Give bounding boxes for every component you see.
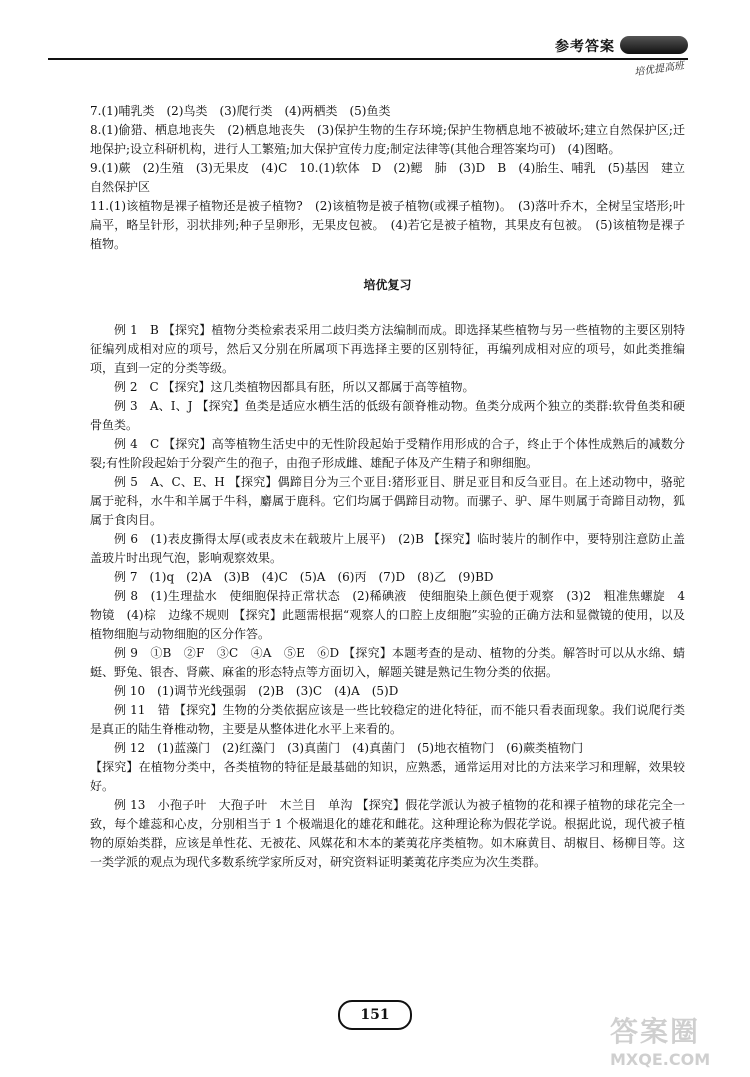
- example-3: 例 3 A、I、J 【探究】鱼类是适应水栖生活的低级有颌脊椎动物。鱼类分成两个独立的类群:软骨鱼类和硬骨鱼类。: [90, 399, 685, 432]
- example-9: 例 9 ①B ②F ③C ④A ⑤E ⑥D 【探究】本题考查的是动、植物的分类。解答时可以从水绵、蜻蜓、野兔、银杏、肾蕨、麻雀的形态特点等方面切入，解题关键是熟记生物分类的依据。: [90, 646, 685, 679]
- header-subtitle: 培优提高班: [633, 60, 685, 79]
- header-badge: [620, 36, 688, 54]
- example-13: 例 13 小孢子叶 大孢子叶 木兰目 单沟 【探究】假花学派认为被子植物的花和裸子植物的球花完全一致，每个雄蕊和心皮，分别相当于 1 个极端退化的雄花和雌花。这种理论称为假花学说。根据此说，现代被子植物的原始类群，应该是单性花、无被花、风媒花和木本的葇荑花序类植物。如木麻黄目、胡椒目、杨柳目等。这一类学派的观点为现代多数系统学家所反对，研究资料证明葇荑花序类应为次生类群。: [90, 798, 685, 869]
- watermark: [610, 1010, 740, 1070]
- example-12: 例 12 (1)蓝藻门 (2)红藻门 (3)真菌门 (4)真菌门 (5)地衣植物门 (6)蕨类植物门: [114, 741, 584, 755]
- example-8: 例 8 (1)生理盐水 使细胞保持正常状态 (2)稀碘液 使细胞染上颜色便于观察 (3)2 粗准焦螺旋 4 物镜 (4)棕 边缘不规则 【探究】此题需根据“观察人的口腔上皮细胞”实验的正确方法和显微镜的使用，以及植物细胞与动物细胞的区分作答。: [90, 589, 698, 641]
- example-6: 例 6 (1)表皮撕得太厚(或表皮未在载玻片上展平) (2)B 【探究】临时装片的制作中，要特别注意防止盖盖玻片时出现气泡，影响观察效果。: [90, 532, 685, 565]
- section-title: 培优复习: [363, 278, 412, 292]
- answer-8: 8.(1)偷猎、栖息地丧失 (2)栖息地丧失 (3)保护生物的生存环境;保护生物栖息地不被破坏;建立自然保护区;迁地保护;设立科研机构，进行人工繁殖;加大保护宣传力度;制定法律等(其他合理答案均可) (4)图略。: [90, 123, 685, 156]
- example-1: 例 1 B 【探究】植物分类检索表采用二歧归类方法编制而成。即选择某些植物与另一些植物的主要区别特征编列成相对应的项号，然后又分别在所属项下再选择主要的区别特征，再编列成相对应的项号，如此类推编项，直到一定的分类等级。: [90, 323, 685, 375]
- example-10: 例 10 (1)调节光线强弱 (2)B (3)C (4)A (5)D: [114, 684, 399, 698]
- page-content: [90, 102, 698, 872]
- example-5: 例 5 A、C、E、H 【探究】偶蹄目分为三个亚目:猪形亚目、胼足亚目和反刍亚目。在上述动物中，骆驼属于驼科，水牛和羊属于牛科，麝属于鹿科。它们均属于偶蹄目动物。而骡子、驴、犀牛则属于奇蹄目动物，狐属于食肉目。: [90, 475, 685, 527]
- answer-11: 11.(1)该植物是裸子植物还是被子植物? (2)该植物是被子植物(或裸子植物)。 (3)落叶乔木，全树呈宝塔形;叶扁平，略呈针形，羽状排列;种子呈卵形，无果皮包被。 (4)若它是被子植物，其果皮有包被。 (5)该植物是裸子植物。: [90, 199, 685, 251]
- example-2: 例 2 C 【探究】这几类植物因都具有胚，所以又都属于高等植物。: [114, 380, 475, 394]
- answer-7: 7.(1)哺乳类 (2)鸟类 (3)爬行类 (4)两栖类 (5)鱼类: [90, 104, 391, 118]
- header-rule: [48, 58, 688, 60]
- example-4: 例 4 C 【探究】高等植物生活史中的无性阶段起始于受精作用形成的合子，终止于个体性成熟后的减数分裂;有性阶段起始于分裂产生的孢子，由孢子形成雌、雄配子体及产生精子和卵细胞。: [90, 437, 685, 470]
- page-number: 151: [338, 1000, 412, 1030]
- answer-9-10: 9.(1)蕨 (2)生殖 (3)无果皮 (4)C 10.(1)软体 D (2)鳃 肺 (3)D B (4)胎生、哺乳 (5)基因 建立自然保护区: [90, 161, 685, 194]
- header-title: 参考答案: [555, 39, 615, 55]
- example-7: 例 7 (1)q (2)A (3)B (4)C (5)A (6)丙 (7)D (8)乙 (9)BD: [114, 570, 494, 584]
- watermark-logo: 答案圈: [610, 1015, 701, 1048]
- example-11: 例 11 错 【探究】生物的分类依据应该是一些比较稳定的进化特征，而不能只看表面现象。我们说爬行类是真正的陆生脊椎动物，主要是从整体进化水平上来看的。: [90, 703, 685, 736]
- explore-note: 【探究】在植物分类中，各类植物的特征是最基础的知识，应熟悉，通常运用对比的方法来学习和理解，效果较好。: [90, 760, 685, 793]
- watermark-url: MXQE.COM: [610, 1050, 711, 1069]
